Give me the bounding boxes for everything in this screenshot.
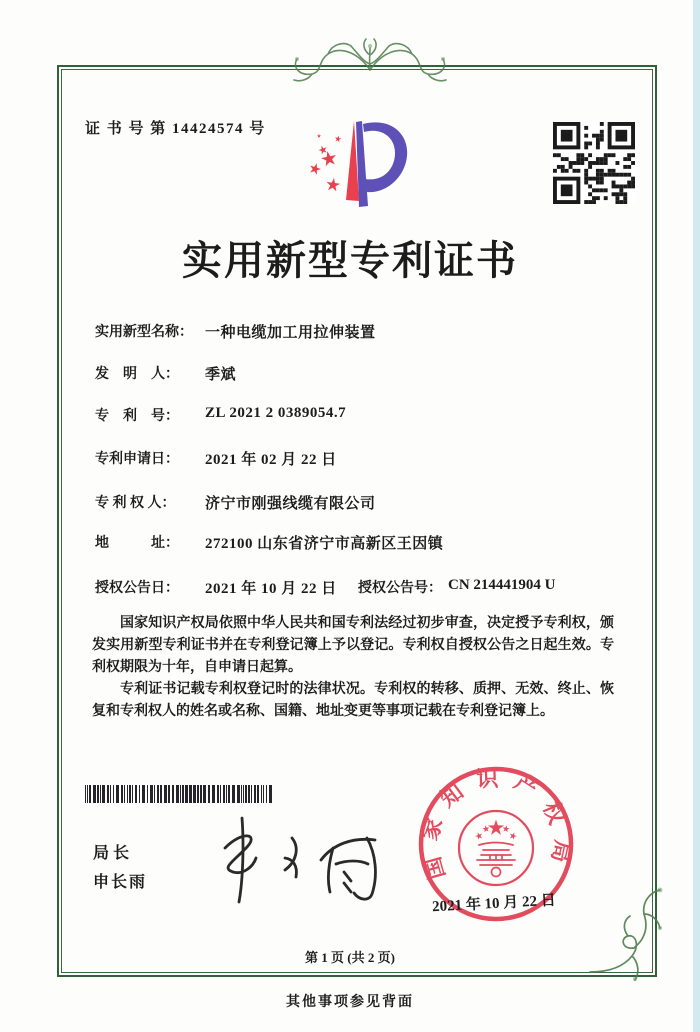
field-row-patent-number [95,405,615,425]
field-row-patentee [95,492,615,512]
seal-text: 国家知识产权局 [416,765,576,883]
field-row-inventor [95,363,615,383]
field-label: 专利申请日： [95,452,179,467]
grant-date-label: 授权公告日： [95,581,179,596]
barcode [85,785,275,803]
grant-number-value: CN 214441904 U [448,577,556,593]
field-label: 专 利 号： [95,409,179,424]
scan-edge-artifact [693,0,700,1032]
field-value: ZL 2021 2 0389054.7 [205,405,347,421]
field-label: 专 利 权 人： [95,496,176,511]
floral-ornament-corner-icon [588,886,666,982]
field-value: 季斌 [205,367,237,383]
certificate-body [92,613,614,723]
field-value: 一种电缆加工用拉伸装置 [205,325,376,341]
grant-date-value: 2021 年 10 月 22 日 [205,581,337,597]
field-row-address [95,532,615,552]
signer-name: 申长雨 [93,874,148,891]
signer-title: 局长 [93,845,134,862]
field-value: 济宁市刚强线缆有限公司 [205,496,376,512]
field-label: 发 明 人： [95,367,179,382]
field-row-grant [95,577,615,597]
cnipa-logo-icon [295,116,415,224]
certificate-number: 证 书 号 第 14424574 号 [85,121,266,137]
field-label: 实用新型名称： [95,325,193,340]
field-value: 2021 年 02 月 22 日 [205,452,337,468]
grant-number-label: 授权公告号： [358,581,442,596]
back-side-note: 其他事项参见背面 [286,995,414,1010]
field-row-filing-date [95,448,615,468]
qr-code [553,122,635,204]
handwritten-signature-icon [195,810,395,905]
body-paragraph-2: 专利证书记载专利权登记时的法律状况。专利权的转移、质押、无效、终止、恢复和专利权人的姓名或名称、国籍、地址变更等事项记载在专利登记簿上。 [92,682,614,719]
field-row-name [95,321,615,341]
body-paragraph-1: 国家知识产权局依照中华人民共和国专利法经过初步审查，决定授予专利权，颁发实用新型专利证书并在专利登记簿上予以登记。专利权自授权公告之日起生效。专利权期限为十年，自申请日起算。 [92,616,614,675]
national-emblem-icon [459,811,533,885]
floral-ornament-top-icon [288,28,452,90]
field-value: 272100 山东省济宁市高新区王因镇 [205,536,444,552]
page-number: 第 1 页 (共 2 页) [305,950,395,965]
seal-date: 2021 年 10 月 22 日 [431,892,557,916]
certificate-title: 实用新型专利证书 [182,238,518,283]
field-label: 地 址： [95,536,179,551]
